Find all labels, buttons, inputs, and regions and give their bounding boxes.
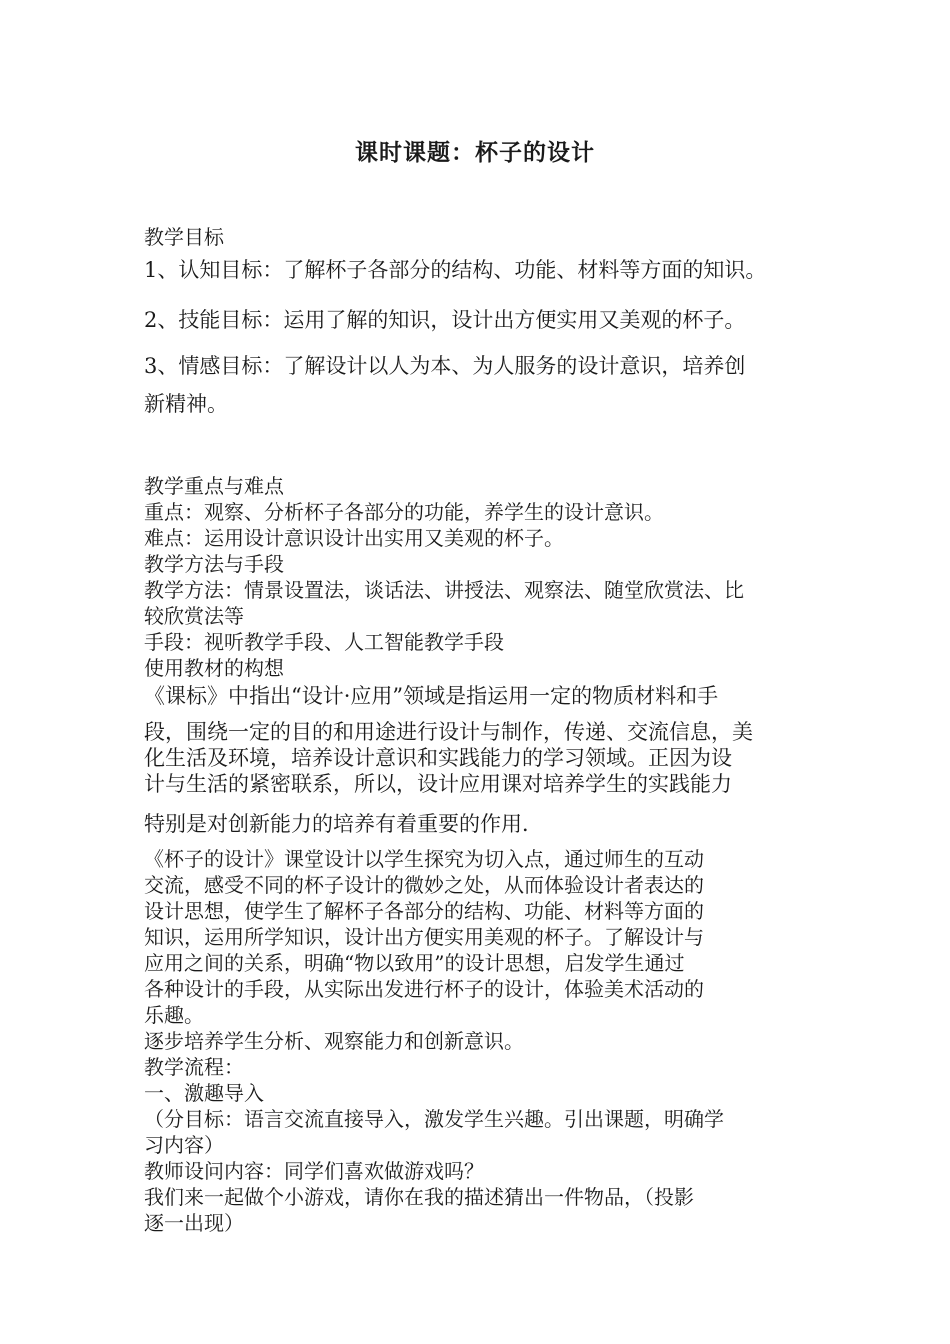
concept-p2-line3: 设计思想，使学生了解杯子各部分的结构、功能、材料等方面的	[144, 899, 704, 923]
concept-p2-line7: 乐趣。	[144, 1003, 204, 1027]
objective-emotion-line2: 新精神。	[144, 392, 228, 416]
process-goal-line1: （分目标：语言交流直接导入，激发学生兴趣。引出课题，明确学	[144, 1107, 724, 1131]
process-question: 教师设问内容：同学们喜欢做游戏吗？	[144, 1159, 484, 1183]
means-line: 手段：视听教学手段、人工智能教学手段	[144, 630, 504, 654]
objective-emotion-line1: 3、情感目标：了解设计以人为本、为人服务的设计意识，培养创	[144, 354, 746, 378]
concept-p1-line2: 段，围绕一定的目的和用途进行设计与制作，传递、交流信息，美	[144, 720, 753, 744]
process-game-line1: 我们来一起做个小游戏，请你在我的描述猜出一件物品，（投影	[144, 1185, 694, 1209]
concept-paragraph-2	[144, 846, 812, 1236]
concept-p1-line1: 《课标》中指出“设计·应用”领域是指运用一定的物质材料和手	[144, 684, 719, 708]
concept-p2-line4: 知识，运用所学知识，设计出方便实用美观的杯子。了解设计与	[144, 925, 704, 949]
keypoint-difficulty: 难点：运用设计意识设计出实用又美观的杯子。	[144, 526, 564, 550]
concept-p1-line5: 特别是对创新能力的培养有着重要的作用．	[144, 812, 543, 836]
concept-p2-line2: 交流，感受不同的杯子设计的微妙之处，从而体验设计者表达的	[144, 873, 704, 897]
methods-line1: 教学方法：情景设置法，谈话法、讲授法、观察法、随堂欣赏法、比	[144, 578, 744, 602]
keypoints-section	[144, 473, 812, 681]
keypoints-heading: 教学重点与难点	[144, 474, 284, 498]
objectives-heading: 教学目标	[144, 225, 224, 249]
process-heading: 教学流程：	[144, 1055, 244, 1079]
keypoint-focus: 重点：观察、分析杯子各部分的功能，养学生的设计意识。	[144, 500, 664, 524]
concept-p1-line3: 化生活及环境，培养设计意识和实践能力的学习领域。正因为设	[144, 746, 732, 770]
concept-p2-line6: 各种设计的手段，从实际出发进行杯子的设计，体验美术活动的	[144, 977, 704, 1001]
objectives-section	[144, 224, 812, 418]
objective-skill: 2、技能目标：运用了解的知识，设计出方便实用又美观的杯子。	[144, 308, 746, 332]
page-title: 课时课题：杯子的设计	[355, 140, 595, 166]
concept-p2-line5: 应用之间的关系，明确“物以致用”的设计思想，启发学生通过	[144, 951, 685, 975]
concept-p1-line4: 计与生活的紧密联系，所以，设计应用课对培养学生的实践能力	[144, 772, 732, 796]
process-step1: 一、激趣导入	[144, 1081, 264, 1105]
concept-paragraph-1	[144, 682, 812, 838]
process-goal-line2: 习内容）	[144, 1133, 224, 1157]
process-game-line2: 逐一出现）	[144, 1211, 244, 1235]
methods-line2: 较欣赏法等	[144, 604, 244, 628]
concept-p3: 逐步培养学生分析、观察能力和创新意识。	[144, 1029, 524, 1053]
methods-heading: 教学方法与手段	[144, 552, 284, 576]
objective-cognitive: 1、认知目标：了解杯子各部分的结构、功能、材料等方面的知识。	[144, 258, 767, 282]
concept-p2-line1: 《杯子的设计》课堂设计以学生探究为切入点，通过师生的互动	[144, 847, 704, 871]
concept-heading: 使用教材的构想	[144, 656, 284, 680]
